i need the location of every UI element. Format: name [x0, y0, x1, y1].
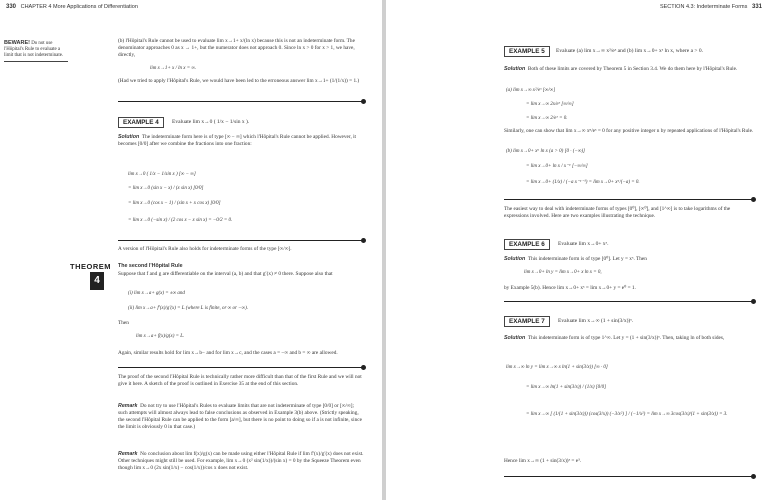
- easiest-text: The easiest way to deal with indeterminate forms of types [0⁰], [∞⁰], and [1^∞] is to take logarithms of the expressions involved. Here are two examples illustrating the technique.: [504, 206, 731, 219]
- example-5a-step-3: = lim x→∞ 2/eˣ = 0.: [526, 116, 568, 121]
- example-5a-step-1: (a) lim x→∞ x²/eˣ [∞/∞]: [506, 88, 556, 93]
- proof-text: The proof of the second l'Hôpital Rule is technically rather more difficult than that of the first Rule and we will not give it here. A sketch of the proof is outlined in Exercise 35 at the end of this section.: [118, 374, 362, 387]
- beware-title: BEWARE!: [4, 40, 30, 46]
- example-7-solution-text: This indeterminate form is of type 1^∞. Let y = (1 + sin(3/x))ˣ. Then, taking ln of both sides,: [527, 335, 725, 341]
- example-6-end-rule: [504, 301, 754, 302]
- remark-2-label: Remark: [118, 451, 138, 457]
- example-6-title: Evaluate lim x→0+ xˣ.: [558, 241, 609, 247]
- example-4-step-4: = lim x→0 (−sin x) / (2 cos x − x sin x) = −0/2 = 0.: [128, 218, 233, 223]
- theorem-result: lim x→a+ f(x)/g(x) = L.: [136, 334, 185, 339]
- example-4-solution-text: The indeterminate form here is of type [∞ − ∞] which l'Hôpital's Rule cannot be applied. However, it becomes [0/0] after we combine the fractions into one fraction:: [118, 134, 357, 147]
- theorem-label: THEOREM: [70, 262, 111, 271]
- beware-margin-note: [4, 40, 68, 62]
- theorem-number: 4: [90, 272, 104, 290]
- theorem-cond-ii: (ii) lim x→a+ f′(x)/g′(x) = L (where L is finite, or ∞ or −∞).: [128, 306, 249, 311]
- example-4-step-2: = lim x→0 (sin x − x) / (x sin x) [0/0]: [128, 186, 204, 191]
- example-4-step-3: = lim x→0 (cos x − 1) / (sin x + x cos x) [0/0]: [128, 201, 221, 206]
- example-6-label: EXAMPLE 6: [504, 239, 550, 250]
- right-page-header: [660, 4, 762, 10]
- example-5-solution-text: Both of these limits are covered by Theorem 5 in Section 3.4. We do them here by l'Hôpital's Rule.: [527, 66, 738, 72]
- remark-1-text: Do not try to use l'Hôpital's Rules to evaluate limits that are not indeterminate of type [0/0] or [∞/∞]; such attempts will almost always lead to false conclusions as observed in Example 3(b) above. (Strictly speaking, the second l'Hôpital Rule can be applied to the form [a/∞], but there is no point to doing so if a is not infinite, since the limit is obviously 0 in that case.): [118, 403, 362, 430]
- remark-1-label: Remark: [118, 403, 138, 409]
- example-5-similarly: Similarly, one can show that lim x→∞ xⁿ/eˣ = 0 for any positive integer n by repeated applications of l'Hôpital's Rule.: [504, 128, 754, 134]
- example-7-end-rule: [504, 476, 754, 477]
- example-5-solution-label: Solution: [504, 66, 526, 72]
- beware-body: Do not use l'Hôpital's Rule to evaluate a limit that is not indeterminate.: [4, 41, 64, 58]
- left-page-header: [6, 4, 138, 10]
- theorem-then: Then: [118, 320, 129, 326]
- example-7-step-3: = lim x→∞ [ (1/(1 + sin(3/x))) (cos(3/x)) (−3/x²) ] / (−1/x²) = lim x→∞ 3cos(3/x)/(1 + sin(3/x)) = 3.: [526, 412, 728, 417]
- section-title: SECTION 4.3: Indeterminate Forms: [659, 4, 748, 10]
- example-4-end-rule: [118, 240, 364, 241]
- example-5-title: Evaluate (a) lim x→∞ x²/eˣ and (b) lim x→0+ xᵃ ln x, where a > 0.: [556, 48, 703, 54]
- part-b-note: (Had we tried to apply l'Hôpital's Rule, we would have been led to the erroneous answer lim x→1+ (1/(1/x)) = 1.): [118, 78, 360, 84]
- example-6-step-2: by Example 5(b). Hence lim x→0+ xˣ = lim x→0+ y = e⁰ = 1.: [504, 285, 636, 291]
- remark-2-text: No conclusion about lim f(x)/g(x) can be made using either l'Hôpital Rule if lim f′(x)/g′(x) does not exist. Other techniques might still be used. For example, lim x→0 (x² sin(1/x))/(sin x) = 0 by the Squeeze Theorem even though lim x→0 (2x sin(1/x) − cos(1/x))/cos x does not exist.: [118, 451, 364, 471]
- example-5b-step-1: (b) lim x→0+ xᵃ ln x (a > 0) [0 · (−∞)]: [506, 149, 585, 154]
- example-5-end-rule: [504, 199, 754, 200]
- right-page: [386, 0, 768, 500]
- example-5a-step-2: = lim x→∞ 2x/eˣ [∞/∞]: [526, 102, 574, 107]
- part-b-end-rule: [118, 101, 364, 102]
- left-page: [0, 0, 382, 500]
- theorem-intro: Suppose that f and g are differentiable on the interval (a, b) and that g′(x) ≠ 0 there. Suppose also that: [118, 271, 333, 277]
- example-7-step-2: = lim x→∞ ln(1 + sin(3/x)) / (1/x) [0/0]: [526, 385, 607, 390]
- example-5b-step-3: = lim x→0+ (1/x) / (−a x⁻ᵃ⁻¹) = lim x→0+ xᵃ/(−a) = 0.: [526, 180, 640, 185]
- example-6-step-1: lim x→0+ ln y = lim x→0+ x ln x = 0,: [524, 270, 602, 275]
- example-4-step-1: lim x→0 ( 1/x − 1/sin x ) [∞ − ∞]: [128, 172, 196, 177]
- example-6-solution-label: Solution: [504, 256, 526, 262]
- chapter-title: CHAPTER 4 More Applications of Differentiation: [20, 4, 138, 10]
- version-text: A version of l'Hôpital's Rule also holds for indeterminate forms of the type [∞/∞].: [118, 246, 292, 252]
- theorem-end-rule: [118, 367, 364, 368]
- example-7-title: Evaluate lim x→∞ (1 + sin(3/x))ˣ.: [558, 318, 634, 324]
- example-4-solution-label: Solution: [118, 134, 140, 140]
- example-6-solution-text: This indeterminate form is of type [0⁰]. Let y = xˣ. Then: [527, 256, 647, 262]
- example-7-solution-label: Solution: [504, 335, 526, 341]
- part-b-formula: lim x→1+ x / ln x = ∞.: [150, 66, 197, 71]
- example-7-hence: Hence lim x→∞ (1 + sin(3/x))ˣ = e³.: [504, 458, 582, 464]
- theorem-title: The second l'Hôpital Rule: [118, 263, 183, 269]
- example-7-step-1: lim x→∞ ln y = lim x→∞ x ln(1 + sin(3/x)) [∞ · 0]: [506, 365, 608, 370]
- part-b-text: (b) l'Hôpital's Rule cannot be used to evaluate lim x→1+ x/(ln x) because this is not an indeterminate form. The denominator approaches 0 as x → 1+, but the numerator does not approach 0. Since ln x > 0 for x > 1, we have, directly,: [118, 38, 355, 58]
- example-4-title: Evaluate lim x→0 ( 1/x − 1/sin x ).: [172, 119, 250, 125]
- theorem-after: Again, similar results hold for lim x→b− and for lim x→c, and the cases a = −∞ and b = ∞ are allowed.: [118, 350, 338, 356]
- left-page-number: 330: [6, 4, 17, 10]
- beware-underline: [4, 61, 68, 62]
- example-5b-step-2: = lim x→0+ ln x / x⁻ᵃ [−∞/∞]: [526, 164, 588, 169]
- theorem-cond-i: (i) lim x→a+ g(x) = ±∞ and: [128, 291, 185, 296]
- right-page-number: 331: [751, 4, 762, 10]
- example-4-label: EXAMPLE 4: [118, 117, 164, 128]
- example-7-label: EXAMPLE 7: [504, 316, 550, 327]
- example-5-label: EXAMPLE 5: [504, 46, 550, 57]
